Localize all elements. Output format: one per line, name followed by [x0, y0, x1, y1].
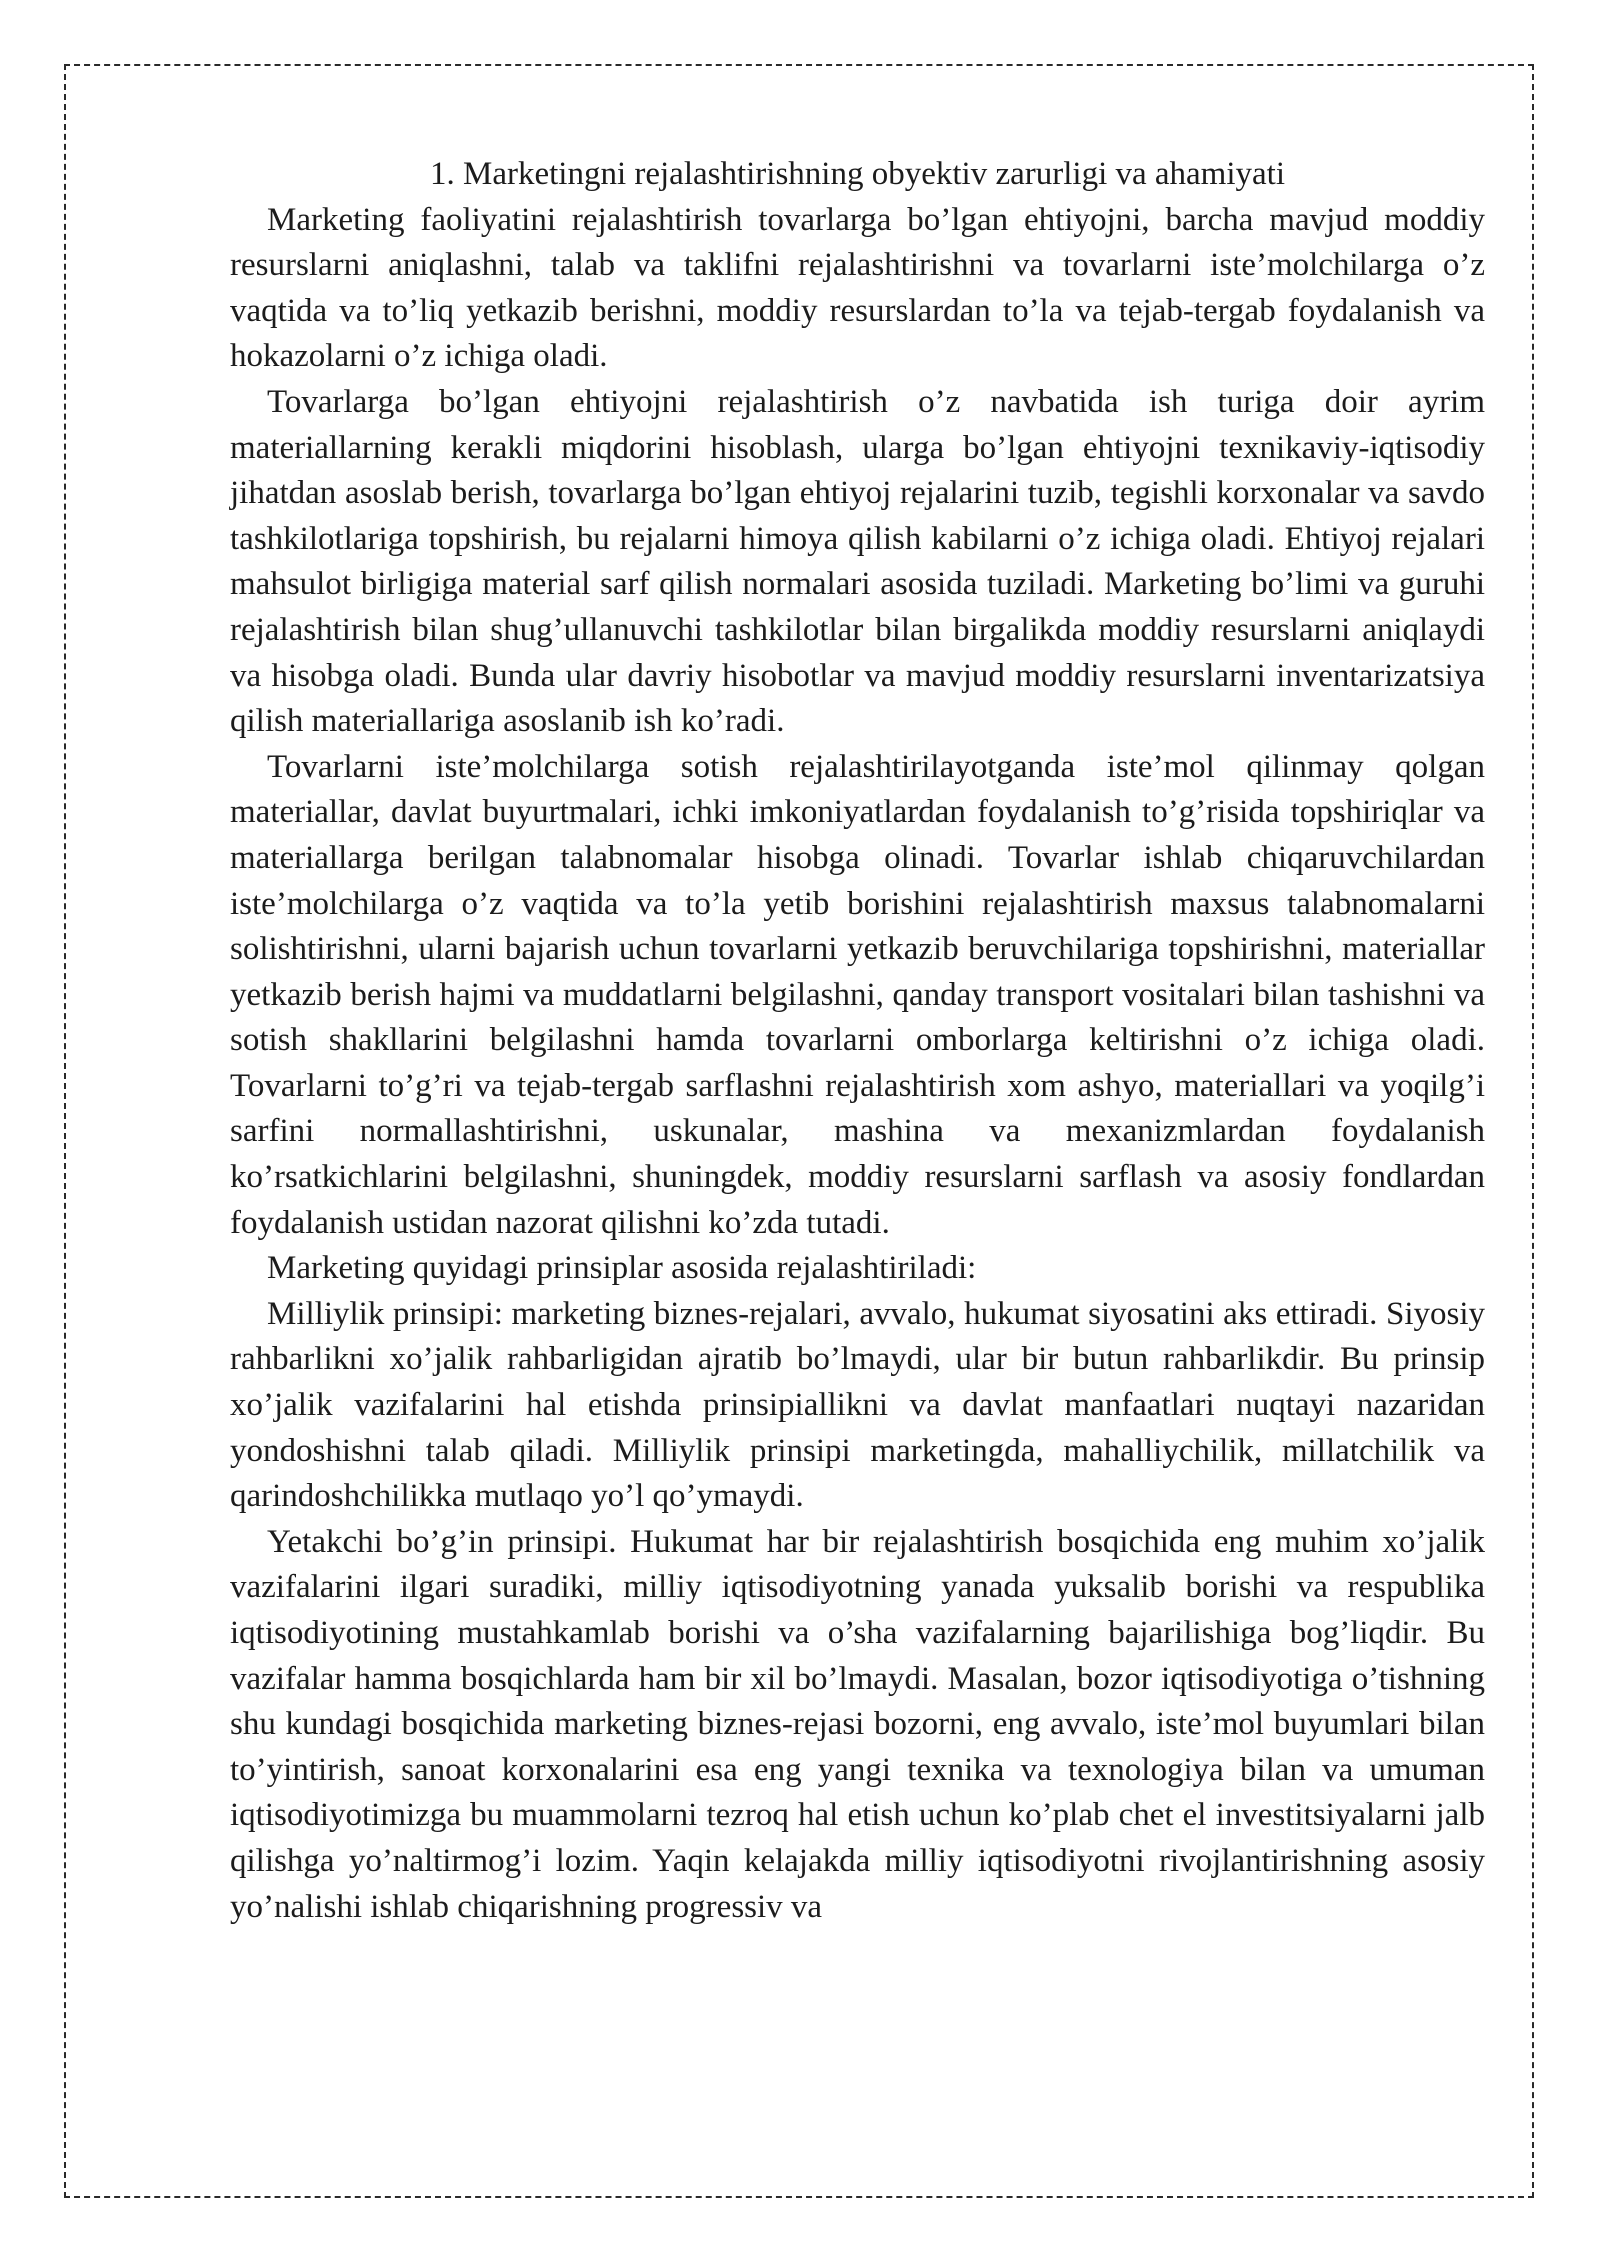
paragraph-demand-planning: Tovarlarga bo’lgan ehtiyojni rejalashtirish o’z navbatida ish turiga doir ayrim materiallarning kerakli miqdorini hisoblash, ularga bo’lgan ehtiyojni texnikaviy-iqtisodiy jihatdan asoslab berish, tovarlarga bo’lgan ehtiyoj rejalarini tuzib, tegishli korxonalar va savdo tashkilotlariga topshirish, bu rejalarni himoya qilish kabilarni o’z ichiga oladi. Ehtiyoj rejalari mahsulot birligiga material sarf qilish normalari asosida tuziladi. Marketing bo’limi va guruhi rejalashtirish bilan shug’ullanuvchi tashkilotlar bilan birgalikda moddiy resurslarni aniqlaydi va hisobga oladi. Bunda ular davriy hisobotlar va mavjud moddiy resurslarni inventarizatsiya qilish materiallariga asoslanib ish ko’radi.: [230, 383, 1485, 740]
document-body: [230, 152, 1485, 1930]
paragraph-leading-link-principle: Yetakchi bo’g’in prinsipi. Hukumat har bir rejalashtirish bosqichida eng muhim xo’jalik vazifalarini ilgari suradiki, milliy iqtisodiyotning yanada yuksalib borishi va respublika iqtisodiyotining mustahkamlab borishi va o’sha vazifalarning bajarilishiga bog’liqdir. Bu vazifalar hamma bosqichlarda ham bir xil bo’lmaydi. Masalan, bozor iqtisodiyotiga o’tishning shu kundagi bosqichida marketing biznes-rejasi bozorni, eng avvalo, iste’mol buyumlari bilan to’yintirish, sanoat korxonalarini esa eng yangi texnika va texnologiya bilan va umuman iqtisodiyotimizga bu muammolarni tezroq hal etish uchun ko’plab chet el investitsiyalarni jalb qilishga yo’naltirmog’i lozim. Yaqin kelajakda milliy iqtisodiyotni rivojlantirishning asosiy yo’nalishi ishlab chiqarishning progressiv va: [230, 1523, 1485, 1925]
section-heading: 1. Marketingni rejalashtirishning obyektiv zarurligi va ahamiyati: [429, 156, 1286, 192]
paragraph-planning-overview: Marketing faoliyatini rejalashtirish tovarlarga bo’lgan ehtiyojni, barcha mavjud moddiy resurslarni aniqlashni, talab va taklifni rejalashtirishni va tovarlarni iste’molchilarga o’z vaqtida va to’liq yetkazib berishni, moddiy resurslardan to’la va tejab-tergab foydalanish va hokazolarni o’z ichiga oladi.: [230, 201, 1485, 375]
paragraph-principles-intro: Marketing quyidagi prinsiplar asosida rejalashtiriladi:: [267, 1250, 977, 1287]
paragraph-sales-planning: Tovarlarni iste’molchilarga sotish rejalashtirilayotganda iste’mol qilinmay qolgan materiallar, davlat buyurtmalari, ichki imkoniyatlardan foydalanish to’g’risida topshiriqlar va materiallarga berilgan talabnomalar hisobga olinadi. Tovarlar ishlab chiqaruvchilardan iste’molchilarga o’z vaqtida va to’la yetib borishini rejalashtirish maxsus talabnomalarni solishtirishni, ularni bajarish uchun tovarlarni yetkazib beruvchilariga topshirishni, materiallar yetkazib berish hajmi va muddatlarni belgilashni, qanday transport vositalari bilan tashishni va sotish shakllarini belgilashni hamda tovarlarni omborlarga keltirishni o’z ichiga oladi. Tovarlarni to’g’ri va tejab-tergab sarflashni rejalashtirish xom ashyo, materiallari va yoqilg’i sarfini normallashtirishni, uskunalar, mashina va mexanizmlardan foydalanish ko’rsatkichlarini belgilashni, shuningdek, moddiy resurslarni sarflash va asosiy fondlardan foydalanish ustidan nazorat qilishni ko’zda tutadi.: [230, 748, 1485, 1241]
paragraph-nationality-principle: Milliylik prinsipi: marketing biznes-rejalari, avvalo, hukumat siyosatini aks ettiradi. Siyosiy rahbarlikni xo’jalik rahbarligidan ajratib bo’lmaydi, ular bir butun rahbarlikdir. Bu prinsip xo’jalik vazifalarini hal etishda prinsipiallikni va davlat manfaatlari nuqtayi nazaridan yondoshishni talab qiladi. Milliylik prinsipi marketingda, mahalliychilik, millatchilik va qarindoshchilikka mutlaqo yo’l qo’ymaydi.: [230, 1295, 1485, 1515]
